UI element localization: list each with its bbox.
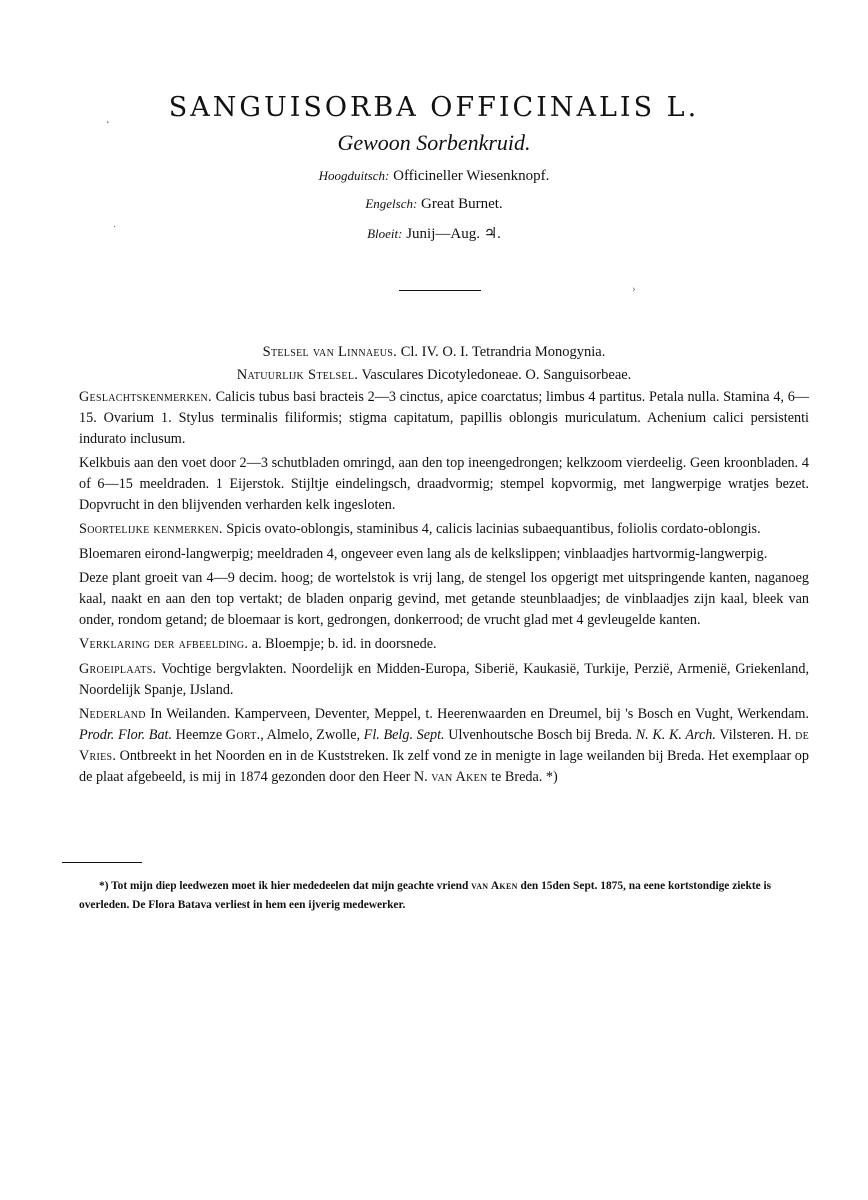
body-text bbox=[79, 387, 809, 791]
explanation-text: a. Bloempje; b. id. in doorsnede. bbox=[251, 636, 437, 653]
natural-value: Vasculares Dicotyledoneae. O. Sanguisorbeae. bbox=[361, 367, 632, 383]
genus-latin-paragraph bbox=[79, 387, 809, 450]
gort-name: Gort bbox=[225, 727, 257, 744]
habitat-text: Vochtige bergvlakten. Noordelijk en Midden-Europa, Siberië, Kaukasië, Turkije, Perzië, Armenië, Griekenland, Noordelijk Spanje, IJsland. bbox=[79, 660, 809, 698]
linnaeus-value: Cl. IV. O. I. Tetrandria Monogynia. bbox=[400, 344, 606, 360]
natural-label: Natuurlijk Stelsel. bbox=[236, 367, 359, 383]
footnote-text-2: den 15den Sept. 1875, na eene kortstondige ziekte is overleden. De Flora Batava verliest in hem een ijverig medewerker. bbox=[79, 880, 772, 911]
german-name-line bbox=[0, 168, 868, 185]
species-title: SANGUISORBA OFFICINALIS L. bbox=[168, 92, 700, 123]
netherlands-text-5: Vilsteren. H. bbox=[719, 727, 792, 744]
bloom-line bbox=[0, 224, 868, 243]
german-label: Hoogduitsch: bbox=[318, 168, 390, 183]
english-name: Great Burnet. bbox=[421, 196, 503, 212]
van-aken-name: van Aken bbox=[431, 768, 488, 785]
section-divider bbox=[399, 290, 481, 291]
english-name-line bbox=[0, 196, 868, 213]
footnote-text-1: *) Tot mijn diep leedwezen moet ik hier mededeelen dat mijn geachte vriend bbox=[99, 880, 469, 892]
habitat-paragraph bbox=[79, 659, 809, 701]
species-latin: Spicis ovato-oblongis, staminibus 4, calicis lacinias subaequantibus, foliolis cordato-oblongis. bbox=[226, 521, 761, 538]
footnote-name: van Aken bbox=[471, 880, 518, 892]
linnaeus-system-line bbox=[0, 344, 868, 361]
footnote bbox=[79, 877, 809, 914]
prodr-reference: Prodr. Flor. Bat. bbox=[79, 727, 173, 744]
netherlands-text-7: te Breda. *) bbox=[491, 768, 558, 785]
species-latin-paragraph bbox=[79, 519, 809, 540]
genus-latin: Calicis tubus basi bracteis 2—3 cinctus, apice coarctatus; limbus 4 partitus. Petala nulla. Stamina 4, 6—15. Ovarium 1. Stylus terminalis filiformis; stigma capitatum, papillis oblongis muriculatum. Achenium calici persistenti indurato inclusum. bbox=[79, 389, 809, 447]
stray-dot: . bbox=[106, 112, 110, 127]
netherlands-text-1: In Weilanden. Kamperveen, Deventer, Meppel, t. Heerenwaarden en Dreumel, bij 's Bosch en Vught, Werkendam. bbox=[150, 706, 809, 723]
bloom-label: Bloeit: bbox=[367, 226, 403, 241]
species-label: Soortelijke kenmerken. bbox=[79, 521, 223, 538]
german-name: Officineller Wiesenknopf. bbox=[393, 168, 550, 184]
stray-dot: · bbox=[113, 222, 117, 233]
natural-system-line bbox=[0, 367, 868, 384]
netherlands-text-6: . Ontbreekt in het Noorden en in de Kuststreken. Ik zelf vond ze in menigte in lage weilanden bij Breda. Het exemplaar op de plaat afgebeeld, is mij in 1874 gezonden door den Heer N. bbox=[79, 748, 809, 785]
english-label: Engelsch: bbox=[365, 196, 418, 211]
netherlands-text-2: Heemze bbox=[175, 727, 223, 744]
netherlands-text-3: ., Almelo, Zwolle, bbox=[256, 727, 361, 744]
footnote-divider bbox=[62, 862, 142, 863]
netherlands-label: Nederland bbox=[79, 706, 146, 723]
linnaeus-label: Stelsel van Linnaeus. bbox=[262, 344, 398, 360]
habitat-label: Groeiplaats. bbox=[79, 660, 157, 677]
stray-mark: › bbox=[632, 283, 636, 295]
explanation-label: Verklaring der afbeelding. bbox=[79, 636, 249, 653]
genus-dutch-paragraph: Kelkbuis aan den voet door 2—3 schutbladen omringd, aan den top ineengedrongen; kelkzoom vierdeelig. Geen kroonbladen. 4 of 6—15 meeldraden. 1 Eijerstok. Stijltje eindelingsch, draadvormig; stempel kopvormig, met langwerpige wratjes bezet. Dopvrucht in den blijvenden verharden kelk ingesloten. bbox=[79, 455, 809, 514]
dutch-common-name: Gewoon Sorbenkruid. bbox=[337, 130, 531, 155]
explanation-paragraph bbox=[79, 634, 809, 655]
fl-belg-reference: Fl. Belg. Sept. bbox=[363, 727, 445, 744]
de-vries-name: de Vries bbox=[79, 727, 809, 764]
netherlands-text-4: Ulvenhoutsche Bosch bij Breda. bbox=[448, 727, 633, 744]
description-paragraph: Deze plant groeit van 4—9 decim. hoog; de wortelstok is vrij lang, de stengel los opgerigt met uitspringende kanten, naganoeg kaal, naakt en aan den top vertakt; de bladen onparig gevind, met getande steunblaadjes; de vinblaadjes zijn kaal, bleek van onder, rondom getand; de bloemaar is kort, gedrongen, donkerrood; de vrucht glad met 4 gevleugelde kanten. bbox=[79, 570, 809, 629]
nkk-reference: N. K. K. Arch. bbox=[635, 727, 716, 744]
netherlands-paragraph bbox=[79, 704, 809, 788]
genus-label: Geslachtskenmerken. bbox=[79, 389, 212, 405]
bloom-value: Junij—Aug. ♃. bbox=[406, 226, 501, 242]
species-dutch-paragraph: Bloemaren eirond-langwerpig; meeldraden 4, ongeveer even lang als de kelkslippen; vinblaadjes hartvormig-langwerpig. bbox=[79, 545, 768, 562]
